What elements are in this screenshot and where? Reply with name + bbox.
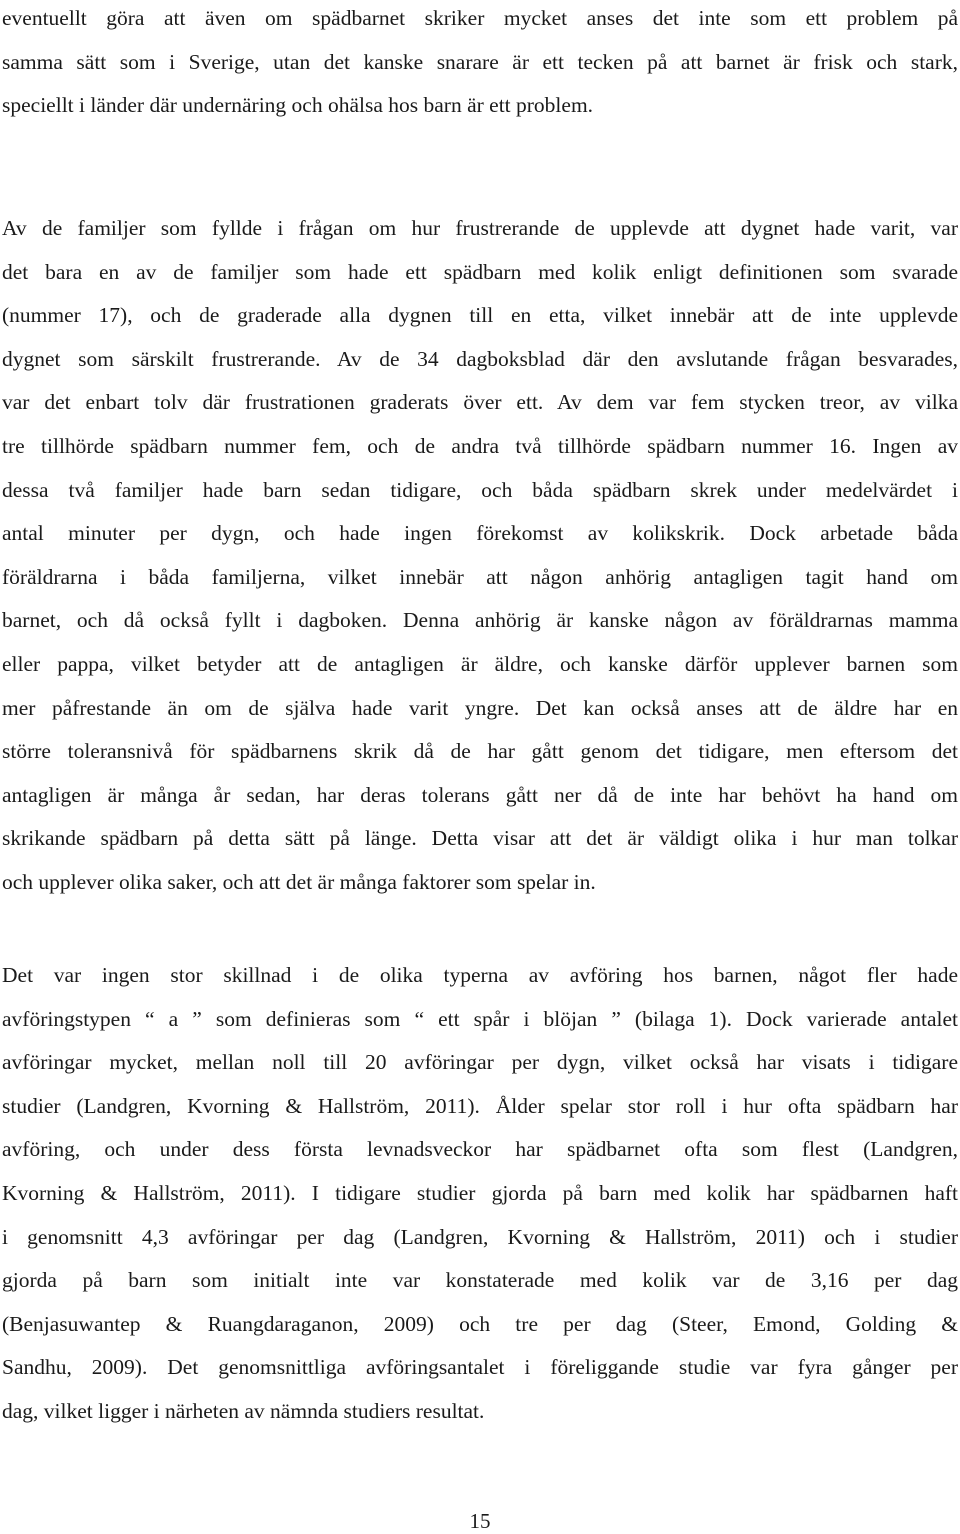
page-number: 15 bbox=[469, 1509, 491, 1533]
text-line: antal minuter per dygn, och hade ingen förekomst av kolikskrik. Dock arbetade båda bbox=[2, 521, 958, 546]
text-line: dygnet som särskilt frustrerande. Av de 34 dagboksblad där den avslutande frågan besvarades, bbox=[2, 346, 958, 371]
paragraph-2 bbox=[2, 207, 958, 905]
text-line: (Benjasuwantep & Ruangdaraganon, 2009) och tre per dag (Steer, Emond, Golding & bbox=[2, 1311, 958, 1336]
text-line: antagligen är många år sedan, har deras tolerans gått ner då de inte har behövt ha hand om bbox=[2, 782, 958, 807]
text-line: avföringar mycket, mellan noll till 20 avföringar per dygn, vilket också har visats i tidigare bbox=[2, 1050, 958, 1075]
text-line: gjorda på barn som initialt inte var konstaterade med kolik var de 3,16 per dag bbox=[2, 1268, 958, 1293]
text-line: var det enbart tolv där frustrationen graderats över ett. Av dem var fem stycken treor, av vilka bbox=[2, 390, 958, 415]
text-line: mer påfrestande än om de själva hade varit yngre. Det kan också anses att de äldre har en bbox=[2, 695, 958, 720]
text-line: eller pappa, vilket betyder att de antagligen är äldre, och kanske därför upplever barnen som bbox=[2, 651, 958, 676]
text-line: i genomsnitt 4,3 avföringar per dag (Landgren, Kvorning & Hallström, 2011) och i studier bbox=[2, 1224, 958, 1249]
text-line: avföringstypen “ a ” som definieras som “ ett spår i blöjan ” (bilaga 1). Dock varierade antalet bbox=[2, 1006, 958, 1031]
text-line: och upplever olika saker, och att det är många faktorer som spelar in. bbox=[2, 869, 596, 894]
text-line: Det var ingen stor skillnad i de olika typerna av avföring hos barnen, något fler hade bbox=[2, 963, 958, 987]
text-line: Sandhu, 2009). Det genomsnittliga avföringsantalet i föreliggande studie var fyra gånger per bbox=[2, 1355, 958, 1380]
text-line: speciellt i länder där undernäring och ohälsa hos barn är ett problem. bbox=[2, 93, 594, 118]
text-line: tre tillhörde spädbarn nummer fem, och de andra två tillhörde spädbarn nummer 16. Ingen av bbox=[2, 433, 958, 458]
text-line: föräldrarna i båda familjerna, vilket innebär att någon anhörig antagligen tagit hand om bbox=[2, 564, 958, 589]
text-line: (nummer 17), och de graderade alla dygnen till en etta, vilket innebär att de inte upplevde bbox=[2, 303, 958, 328]
text-line: barnet, och då också fyllt i dagboken. Denna anhörig är kanske någon av föräldrarnas mamma bbox=[2, 608, 958, 633]
text-line: dag, vilket ligger i närheten av nämnda studiers resultat. bbox=[2, 1398, 485, 1423]
text-line: studier (Landgren, Kvorning & Hallström, 2011). Ålder spelar stor roll i hur ofta spädbarn har bbox=[2, 1093, 958, 1118]
text-line: det bara en av de familjer som hade ett spädbarn med kolik enligt definitionen som svarade bbox=[2, 259, 958, 284]
text-line: eventuellt göra att även om spädbarnet skriker mycket anses det inte som ett problem på bbox=[2, 6, 958, 30]
text-line: större toleransnivå för spädbarnens skrik då de har gått genom det tidigare, men eftersom det bbox=[2, 739, 958, 764]
text-line: Kvorning & Hallström, 2011). I tidigare studier gjorda på barn med kolik har spädbarnen haft bbox=[2, 1180, 958, 1205]
text-line: avföring, och under dess första levnadsveckor har spädbarnet ofta som flest (Landgren, bbox=[2, 1137, 958, 1162]
text-line: samma sätt som i Sverige, utan det kanske snarare är ett tecken på att barnet är frisk och stark, bbox=[2, 49, 958, 74]
text-line: Av de familjer som fyllde i frågan om hur frustrerande de upplevde att dygnet hade varit, var bbox=[2, 216, 958, 240]
paragraph-3 bbox=[2, 954, 958, 1434]
paragraph-1 bbox=[2, 0, 958, 128]
text-line: dessa två familjer hade barn sedan tidigare, och båda spädbarn skrek under medelvärdet i bbox=[2, 477, 958, 502]
text-line: skrikande spädbarn på detta sätt på länge. Detta visar att det är väldigt olika i hur man tolkar bbox=[2, 826, 958, 851]
